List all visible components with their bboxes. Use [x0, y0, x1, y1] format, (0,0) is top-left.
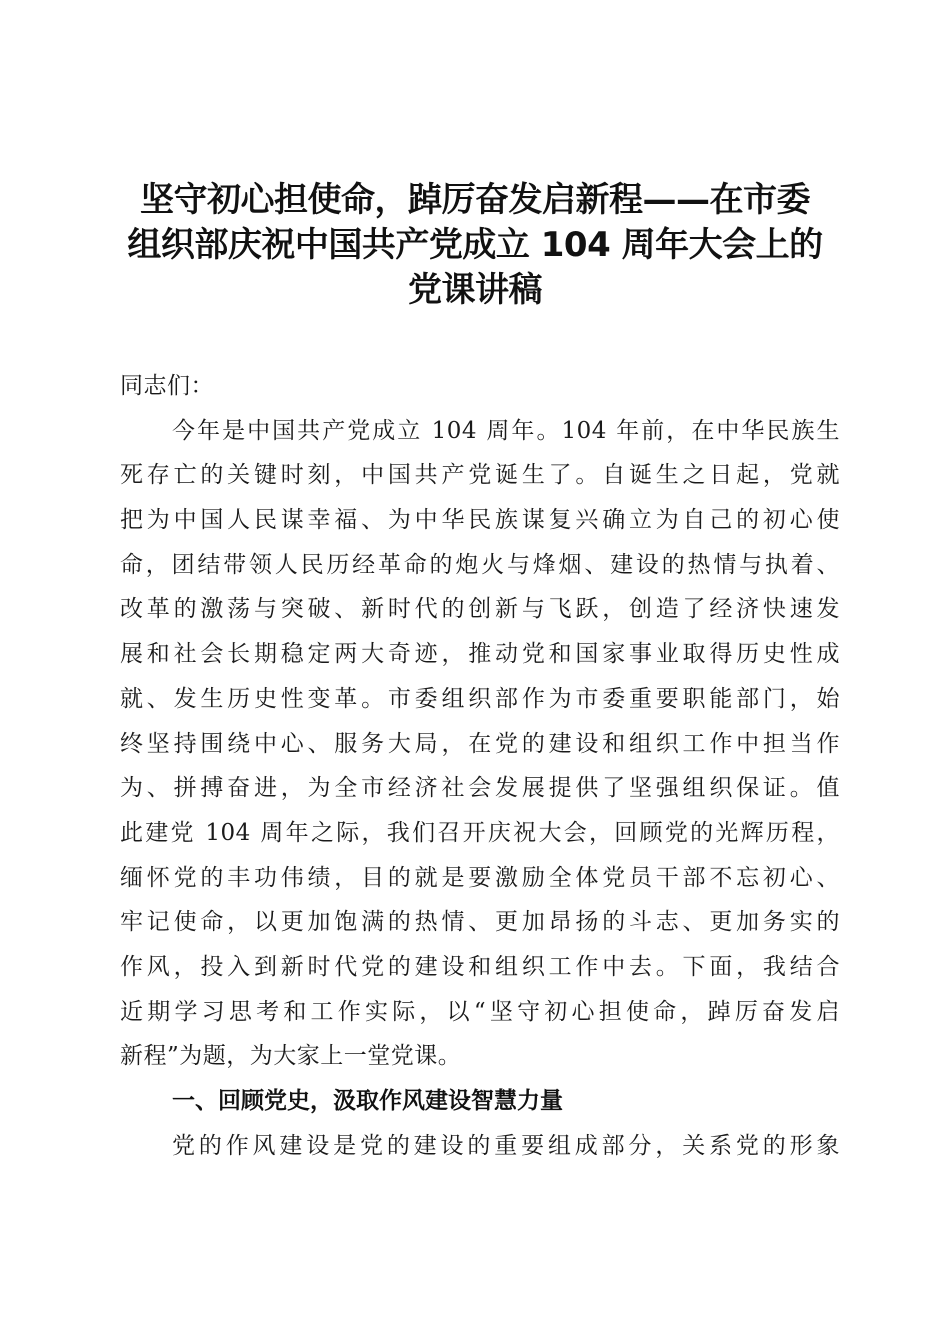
paragraph-line: 为、拼搏奋进，为全市经济社会发展提供了坚强组织保证。值	[120, 775, 840, 802]
paragraph-line: 牢记使命，以更加饱满的热情、更加昂扬的斗志、更加务实的	[120, 909, 840, 936]
paragraph-line: 近期学习思考和工作实际，以“坚守初心担使命，踔厉奋发启	[120, 998, 840, 1025]
paragraph-line: 缅怀党的丰功伟绩，目的就是要激励全体党员干部不忘初心、	[120, 864, 840, 891]
paragraph-line: 终坚持围绕中心、服务大局，在党的建设和组织工作中担当作	[120, 730, 840, 757]
section-heading: 一、回顾党史，汲取作风建设智慧力量	[172, 1088, 563, 1114]
title-line: 党课讲稿	[408, 270, 542, 310]
paragraph-line: 改革的激荡与突破、新时代的创新与飞跃，创造了经济快速发	[120, 596, 840, 623]
paragraph-line: 党的作风建设是党的建设的重要组成部分，关系党的形象	[172, 1132, 840, 1159]
paragraph-line: 把为中国人民谋幸福、为中华民族谋复兴确立为自己的初心使	[120, 507, 840, 534]
title-line: 坚守初心担使命，踔厉奋发启新程——在市委	[140, 180, 810, 220]
paragraph-line: 命，团结带领人民历经革命的炮火与烽烟、建设的热情与执着、	[120, 551, 840, 578]
salutation: 同志们：	[120, 373, 214, 399]
title-line: 组织部庆祝中国共产党成立 104 周年大会上的	[127, 225, 823, 265]
paragraph-line: 作风，投入到新时代党的建设和组织工作中去。下面，我结合	[120, 953, 840, 980]
paragraph-line: 就、发生历史性变革。市委组织部作为市委重要职能部门，始	[120, 685, 840, 712]
paragraph-line: 今年是中国共产党成立 104 周年。104 年前，在中华民族生	[172, 417, 840, 444]
paragraph-section1	[120, 1124, 840, 1169]
paragraph-line: 新程”为题，为大家上一堂党课。	[120, 1043, 462, 1070]
paragraph-line: 展和社会长期稳定两大奇迹，推动党和国家事业取得历史性成	[120, 641, 840, 668]
paragraph-intro	[120, 409, 840, 1079]
document-title	[110, 178, 840, 313]
paragraph-line: 此建党 104 周年之际，我们召开庆祝大会，回顾党的光辉历程，	[120, 819, 840, 846]
document-body	[120, 364, 840, 1168]
paragraph-line: 死存亡的关键时刻，中国共产党诞生了。自诞生之日起，党就	[120, 462, 840, 489]
